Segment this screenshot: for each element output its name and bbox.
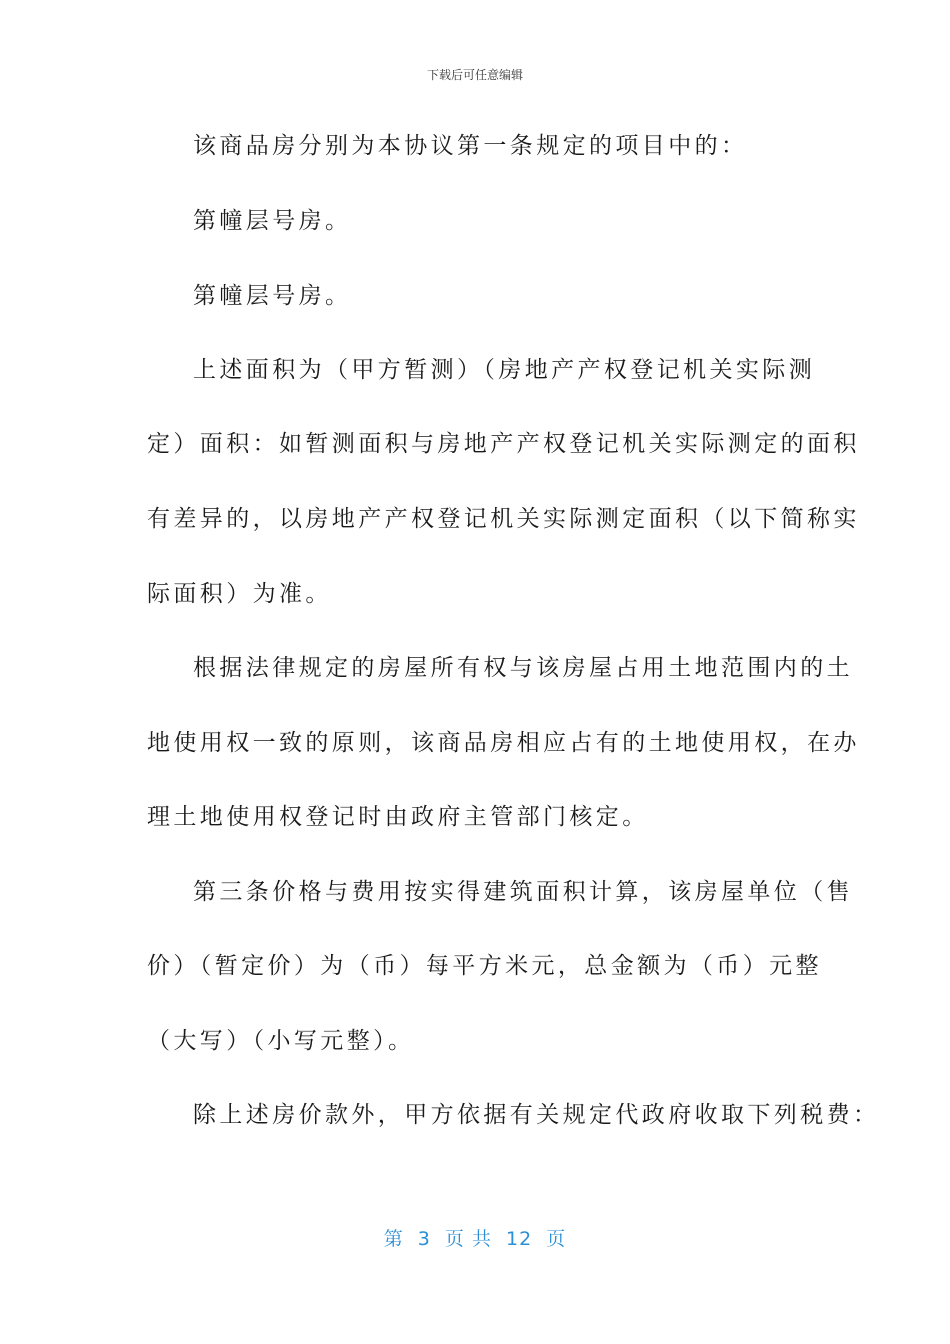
body-line: 除上述房价款外，甲方依据有关规定代政府收取下列税费： [193,1102,880,1128]
body-line: 定）面积：如暂测面积与房地产产权登记机关实际测定的面积 [147,431,860,457]
body-line: 有差异的，以房地产产权登记机关实际测定面积（以下简称实 [147,506,860,532]
body-line: 第幢层号房。 [193,283,352,309]
page-header-note: 下载后可任意编辑 [426,68,523,82]
page-number-footer: 第 3 页 共 12 页 [383,1228,567,1250]
body-line: （大写）（小写元整）。 [147,1028,415,1054]
body-line: 第三条价格与费用按实得建筑面积计算，该房屋单位（售 [193,879,853,905]
body-line: 地使用权一致的原则，该商品房相应占有的土地使用权，在办 [147,730,860,756]
body-line: 上述面积为（甲方暂测）（房地产产权登记机关实际测 [193,357,816,383]
body-line: 价）（暂定价）为（币）每平方米元，总金额为（币）元整 [147,953,822,979]
body-line: 第幢层号房。 [193,208,352,234]
body-line: 理土地使用权登记时由政府主管部门核定。 [147,804,649,830]
body-line: 根据法律规定的房屋所有权与该房屋占用土地范围内的土 [193,655,853,681]
body-line: 际面积）为准。 [147,581,332,607]
body-line: 该商品房分别为本协议第一条规定的项目中的： [193,133,748,159]
